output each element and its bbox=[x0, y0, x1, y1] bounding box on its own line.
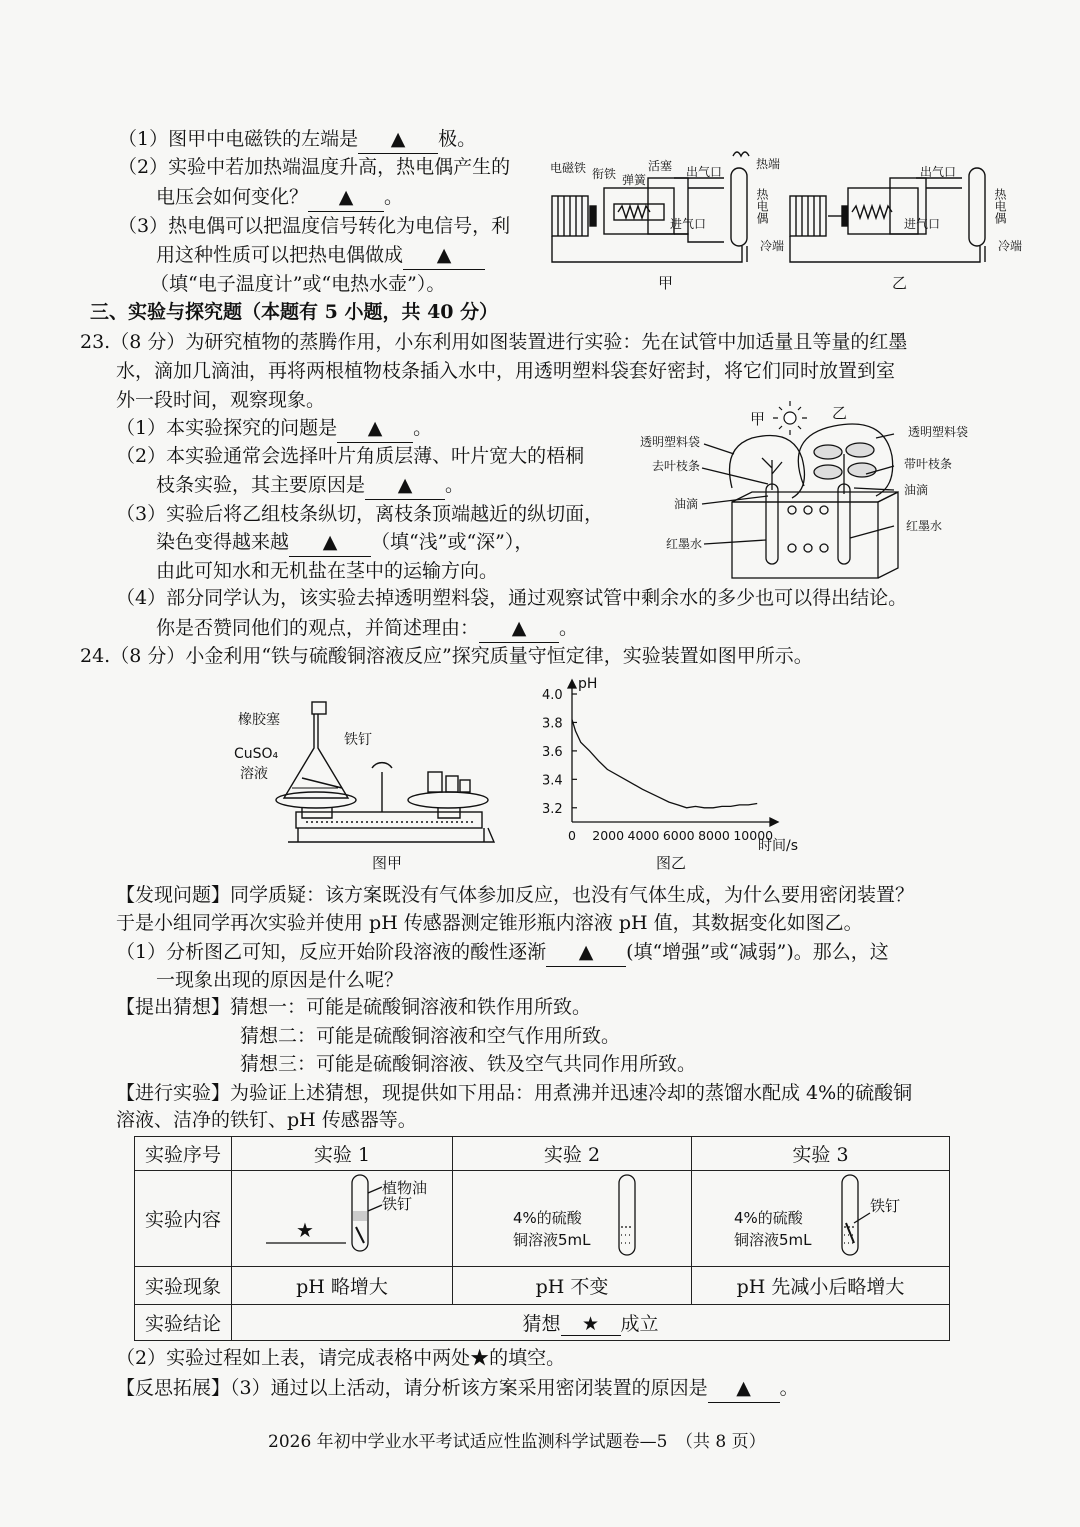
x-axis-label: 时间/s bbox=[758, 838, 799, 854]
label-bag-left: 透明塑料袋 bbox=[640, 435, 701, 449]
answer-blank[interactable]: ▲ bbox=[308, 183, 384, 212]
faxian-line2: 于是小组同学再次实验并使用 pH 传感器测定锥形瓶内溶液 pH 值，其数据变化如图乙。 bbox=[116, 912, 863, 934]
experiment-3-content bbox=[692, 1171, 950, 1267]
hypothesis-2: 猜想二：可能是硫酸铜溶液和空气作用所致。 bbox=[240, 1025, 621, 1047]
caption-fig-jia: 图甲 bbox=[372, 854, 403, 872]
label-outlet-yi: 出气口 bbox=[920, 165, 957, 179]
q23-part3-line3: 由此可知水和无机盐在茎中的运输方向。 bbox=[156, 560, 499, 582]
table-row-label: 实验内容 bbox=[135, 1171, 232, 1267]
label-bag-right: 透明塑料袋 bbox=[908, 425, 969, 439]
label-inlet: 进气口 bbox=[670, 217, 707, 231]
ph-observation-1: pH 略增大 bbox=[232, 1267, 453, 1305]
x-tick-label: 0 bbox=[568, 828, 576, 843]
answer-blank[interactable]: ▲ bbox=[365, 471, 445, 500]
conclusion-cell: 猜想 ★ 成立 bbox=[232, 1305, 950, 1341]
table-header-cell: 实验 2 bbox=[453, 1137, 692, 1171]
table-header-cell: 实验 1 bbox=[232, 1137, 453, 1171]
label-piston: 活塞 bbox=[648, 159, 673, 173]
balance-apparatus bbox=[232, 688, 502, 876]
q24-part1-line2: 一现象出现的原因是什么呢？ bbox=[156, 969, 404, 991]
q23-part2-line1: （2）本实验通常会选择叶片角质层薄、叶片宽大的梧桐 bbox=[116, 445, 585, 467]
transpiration-apparatus bbox=[632, 398, 982, 586]
faxian-line1: 【发现问题】同学质疑：该方案既没有气体参加反应，也没有气体生成，为什么要用密闭装置？ bbox=[116, 884, 915, 906]
q24-part3: 【反思拓展】（3）通过以上活动，请分析该方案采用密闭装置的原因是 ▲ 。 bbox=[116, 1374, 799, 1403]
answer-blank[interactable]: ▲ bbox=[403, 241, 485, 270]
label-stopper: 橡胶塞 bbox=[238, 712, 280, 728]
x-tick-label: 6000 bbox=[662, 828, 695, 843]
star-blank: ★ bbox=[296, 1218, 314, 1242]
star-blank[interactable]: ★ bbox=[561, 1313, 621, 1336]
q23-part1: （1）本实验探究的问题是 ▲ 。 bbox=[116, 414, 432, 443]
y-tick-label: 4.0 bbox=[542, 688, 563, 703]
caption-fig-yi: 图乙 bbox=[656, 854, 687, 872]
label-hot-end: 热端 bbox=[756, 157, 781, 171]
label-cold-end-yi: 冷端 bbox=[998, 239, 1023, 253]
label-cuso4-vol-3: 铜溶液5mL bbox=[733, 1231, 812, 1249]
table-row-label: 实验结论 bbox=[135, 1305, 232, 1341]
ph-observation-3: pH 先减小后略增大 bbox=[692, 1267, 950, 1305]
answer-blank[interactable]: ▲ bbox=[708, 1374, 780, 1403]
q22-part2-line1: （2）实验中若加热端温度升高，热电偶产生的 bbox=[118, 156, 511, 178]
label-cuso4-conc: 4%的硫酸 bbox=[513, 1209, 582, 1227]
table-header-cell: 实验序号 bbox=[135, 1137, 232, 1171]
label-thermocouple: 热电偶 bbox=[755, 188, 769, 224]
x-tick-label: 2000 bbox=[592, 828, 625, 843]
y-axis-arrow bbox=[568, 680, 576, 688]
q23-stem-line3: 外一段时间，观察现象。 bbox=[116, 389, 326, 411]
answer-blank[interactable]: ▲ bbox=[337, 414, 413, 443]
sun-icon bbox=[773, 401, 807, 435]
label-plant-oil: 植物油 bbox=[382, 1179, 428, 1197]
q23-part4-line1: （4）部分同学认为，该实验去掉透明塑料袋，通过观察试管中剩余水的多少也可以得出结论。 bbox=[116, 587, 908, 609]
label-solution: 溶液 bbox=[240, 766, 268, 782]
ph-time-chart bbox=[530, 672, 810, 876]
table-row-label: 实验现象 bbox=[135, 1267, 232, 1305]
experiment-1-figure bbox=[234, 1171, 450, 1261]
label-inlet-yi: 进气口 bbox=[904, 217, 941, 231]
y-tick-label: 3.8 bbox=[542, 716, 563, 732]
q24-stem: 24.（8 分）小金利用“铁与硫酸铜溶液反应”探究质量守恒定律，实验装置如图甲所示。 bbox=[80, 645, 813, 667]
q22-part1: （1）图甲中电磁铁的左端是 ▲ 极。 bbox=[118, 125, 476, 154]
answer-blank[interactable]: ▲ bbox=[479, 614, 559, 643]
q24-part2: （2）实验过程如上表，请完成表格中两处★的填空。 bbox=[116, 1347, 566, 1369]
q23-part4-line2: 你是否赞同他们的观点，并简述理由： ▲ 。 bbox=[156, 614, 578, 643]
label-iron-nail-3: 铁钉 bbox=[869, 1197, 900, 1215]
y-tick-label: 3.6 bbox=[542, 744, 563, 760]
hypothesis-3: 猜想三：可能是硫酸铜溶液、铁及空气共同作用所致。 bbox=[240, 1053, 697, 1075]
q23-part2-line2: 枝条实验，其主要原因是 ▲ 。 bbox=[156, 471, 464, 500]
experiment-intro-line1: 【进行实验】为验证上述猜想，现提供如下用品：用煮沸并迅速冷却的蒸馏水配成 4%的硫酸铜 bbox=[116, 1082, 913, 1104]
experiment-2-figure bbox=[455, 1171, 689, 1261]
ph-observation-2: pH 不变 bbox=[453, 1267, 692, 1305]
y-axis-label: pH bbox=[578, 676, 598, 692]
q23-part3-line2: 染色变得越来越 ▲ （填“浅”或“深”）， bbox=[156, 528, 533, 557]
x-tick-label: 4000 bbox=[627, 828, 660, 843]
label-yi: 乙 bbox=[832, 404, 848, 422]
label-spring: 弹簧 bbox=[622, 173, 647, 187]
experiment-table bbox=[134, 1136, 950, 1341]
ph-series-line bbox=[572, 720, 757, 808]
x-axis-arrow bbox=[770, 818, 778, 826]
label-cuso4-conc-3: 4%的硫酸 bbox=[733, 1209, 803, 1227]
label-ink-right: 红墨水 bbox=[906, 519, 943, 533]
experiment-2-content bbox=[453, 1171, 692, 1267]
x-tick-label: 8000 bbox=[698, 828, 730, 843]
q22-part3-line1: （3）热电偶可以把温度信号转化为电信号，利 bbox=[118, 215, 511, 237]
label-outlet: 出气口 bbox=[686, 165, 723, 179]
label-oil-right: 油滴 bbox=[904, 483, 929, 497]
q23-part3-line1: （3）实验后将乙组枝条纵切，离枝条顶端越近的纵切面， bbox=[116, 503, 604, 525]
page-footer: 2026 年初中学业水平考试适应性监测科学试题卷—5 （共 8 页） bbox=[268, 1432, 766, 1452]
q22-part3-line3: （填“电子温度计”或“电热水壶”）。 bbox=[150, 273, 446, 295]
table-header-cell: 实验 3 bbox=[692, 1137, 950, 1171]
q23-stem-line1: 23.（8 分）为研究植物的蒸腾作用，小东利用如图装置进行实验：先在试管中加适量且等量的红墨 bbox=[80, 331, 908, 353]
label-jia: 甲 bbox=[750, 410, 766, 428]
section-heading: 三、实验与探究题（本题有 5 小题，共 40 分） bbox=[90, 301, 499, 323]
label-nail: 铁钉 bbox=[344, 732, 372, 748]
label-cold-end: 冷端 bbox=[760, 239, 785, 253]
experiment-3-figure bbox=[694, 1171, 948, 1261]
q22-part3-line2: 用这种性质可以把热电偶做成 ▲ bbox=[156, 241, 485, 270]
label-thermocouple-yi: 热电偶 bbox=[993, 188, 1007, 224]
caption-yi: 乙 bbox=[892, 274, 908, 292]
experiment-intro-line2: 溶液、洁净的铁钉、pH 传感器等。 bbox=[116, 1109, 417, 1131]
thermocouple-diagram bbox=[548, 148, 1023, 298]
answer-blank[interactable]: ▲ bbox=[546, 938, 626, 967]
x-tick-label: 10000 bbox=[733, 828, 774, 843]
label-iron-nail: 铁钉 bbox=[382, 1195, 413, 1213]
hypothesis-1: 【提出猜想】猜想一：可能是硫酸铜溶液和铁作用所致。 bbox=[116, 996, 592, 1018]
experiment-1-content bbox=[232, 1171, 453, 1267]
q23-stem-line2: 水，滴加几滴油，再将两根植物枝条插入水中，用透明塑料袋套好密封，将它们同时放置到室 bbox=[116, 360, 896, 382]
label-ink-left: 红墨水 bbox=[666, 537, 703, 551]
label-cuso4-vol: 铜溶液5mL bbox=[513, 1231, 591, 1249]
answer-blank[interactable]: ▲ bbox=[289, 528, 371, 557]
label-electromagnet: 电磁铁 bbox=[550, 161, 587, 175]
label-cuso4: CuSO₄ bbox=[234, 746, 279, 762]
label-oil-left: 油滴 bbox=[674, 497, 699, 511]
y-tick-label: 3.4 bbox=[542, 773, 563, 789]
label-leaf-branch: 带叶枝条 bbox=[904, 457, 953, 471]
y-tick-label: 3.2 bbox=[542, 801, 563, 817]
label-no-leaf-branch: 去叶枝条 bbox=[652, 459, 701, 473]
q22-part2-line2: 电压会如何变化？ ▲ 。 bbox=[156, 183, 403, 212]
q24-part1-line1: （1）分析图乙可知，反应开始阶段溶液的酸性逐渐 ▲ (填“增强”或“减弱”)。那么，这 bbox=[116, 938, 889, 967]
caption-jia: 甲 bbox=[658, 274, 674, 292]
label-armature: 衔铁 bbox=[592, 167, 617, 181]
answer-blank[interactable]: ▲ bbox=[358, 125, 438, 154]
